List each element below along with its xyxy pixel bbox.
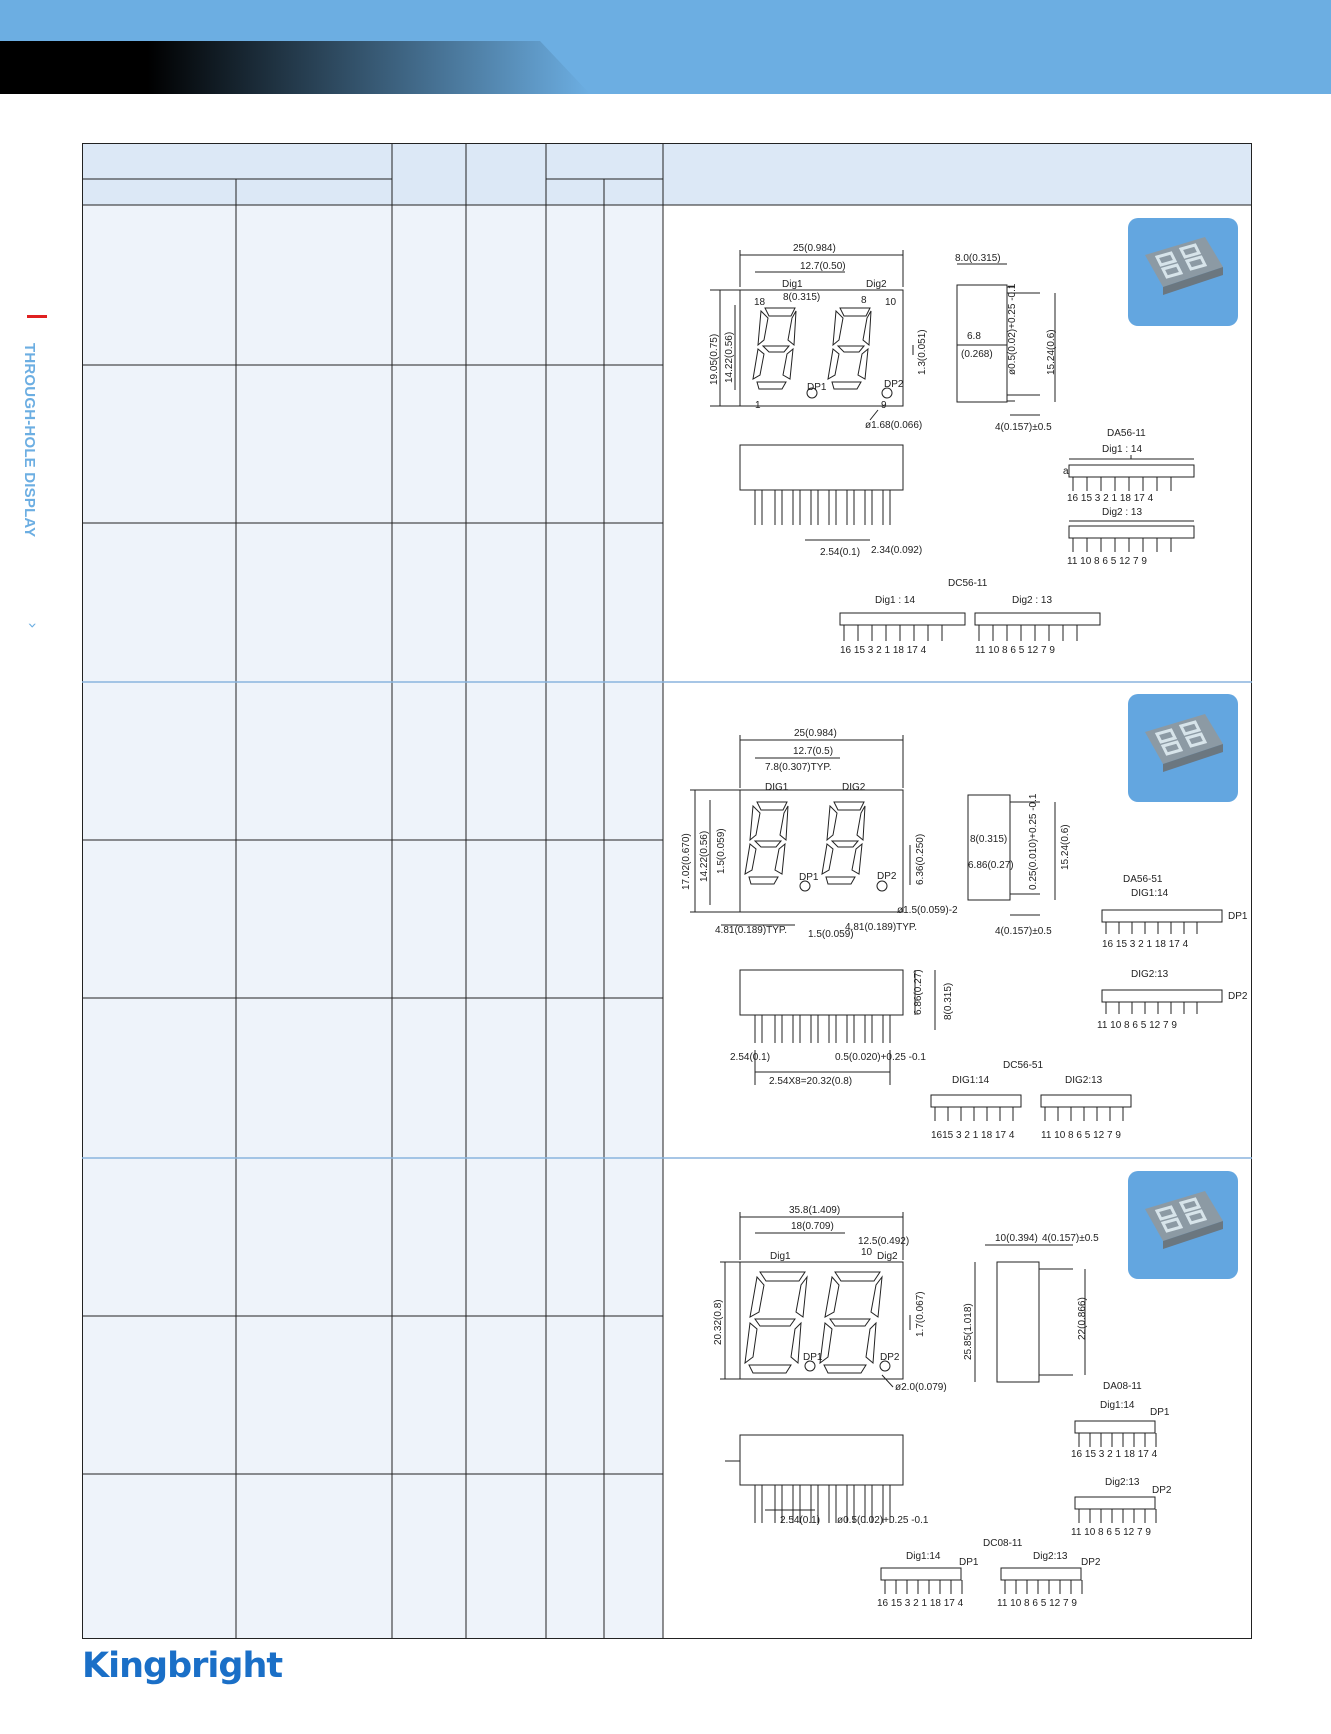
svg-text:Dig1:14: Dig1:14 [1100,1400,1135,1411]
svg-text:Dig2:13: Dig2:13 [1033,1551,1068,1562]
svg-text:16 15 3 2 1 18 17 4: 16 15 3 2 1 18 17 4 [1102,939,1189,950]
svg-text:11 10 8 6 5 12 7 9: 11 10 8 6 5 12 7 9 [1097,1020,1177,1031]
svg-text:4.81(0.189)TYP.: 4.81(0.189)TYP. [845,922,918,933]
pin9-label: 9 [881,400,887,411]
dim-height: 19.05(0.75) [709,333,720,385]
drawing-package-2 [665,690,1248,1155]
svg-text:35.8(1.409): 35.8(1.409) [789,1205,841,1216]
pin10-label: 10 [885,297,897,308]
svg-text:1.5(0.059): 1.5(0.059) [716,828,727,874]
svg-text:DP1: DP1 [799,872,819,883]
svg-text:8(0.315): 8(0.315) [943,982,954,1020]
svg-text:11 10 8 6 5 12 7 9: 11 10 8 6 5 12 7 9 [1071,1527,1151,1538]
svg-text:Dig1:14: Dig1:14 [906,1551,941,1562]
svg-text:10(0.394): 10(0.394) [995,1233,1038,1244]
svg-text:DP2: DP2 [880,1352,900,1363]
front-view-1 [710,250,1055,540]
svg-text:DC08-11: DC08-11 [983,1538,1023,1549]
svg-text:Dig1: Dig1 [770,1251,791,1262]
svg-text:7.8(0.307)TYP.: 7.8(0.307)TYP. [765,762,832,773]
dim-side-inner-in: (0.268) [961,349,993,360]
dim-pin-len: 4(0.157)±0.5 [995,422,1052,433]
svg-text:15.24(0.6): 15.24(0.6) [1060,824,1071,870]
svg-text:25(0.984): 25(0.984) [794,728,837,739]
pin18-label: 18 [754,297,766,308]
svg-text:DIG1:14: DIG1:14 [1131,888,1169,899]
svg-text:11 10 8 6 5 12 7 9: 11 10 8 6 5 12 7 9 [997,1598,1077,1609]
table-header [82,143,1252,205]
svg-text:Dig2: Dig2 [877,1251,898,1262]
svg-text:4(0.157)±0.5: 4(0.157)±0.5 [995,926,1052,937]
pin1-label: 1 [755,400,761,411]
svg-text:DP1: DP1 [803,1352,823,1363]
svg-text:DP2: DP2 [1081,1557,1101,1568]
svg-text:6.86(0.27): 6.86(0.27) [968,860,1014,871]
dim-dig1: Dig1 [782,279,803,290]
dim-height2: 15.24(0.6) [1046,329,1057,375]
svg-text:2.54(0.1): 2.54(0.1) [730,1052,771,1063]
svg-text:8(0.315): 8(0.315) [970,834,1008,845]
svg-text:Dig2:13: Dig2:13 [1105,1477,1140,1488]
dim-hole: ø1.68(0.066) [865,420,923,431]
dim-digit-h: 14.22(0.56) [724,331,735,383]
header-banner [0,0,1331,94]
circuit-pins1-1a: 16 15 3 2 1 18 17 4 [1067,493,1154,504]
front-view-2 [690,735,1055,1085]
svg-text:DP2: DP2 [877,871,897,882]
svg-text:ø2.0(0.079): ø2.0(0.079) [895,1382,947,1393]
svg-text:25.85(1.018): 25.85(1.018) [963,1303,974,1360]
side-title: THROUGH-HOLE DISPLAY [21,343,38,538]
svg-text:a: a [1063,466,1069,477]
dp2-label: DP2 [884,379,904,390]
circuit-dig1-1a: Dig1 : 14 [1102,444,1143,455]
dp1-label: DP1 [807,382,827,393]
svg-text:DIG1: DIG1 [765,782,789,793]
svg-text:2.54(0.1): 2.54(0.1) [780,1515,821,1526]
svg-text:DP2: DP2 [1152,1485,1172,1496]
svg-text:1.7(0.067): 1.7(0.067) [915,1291,926,1337]
svg-text:DP2: DP2 [1228,991,1248,1002]
drawing-package-1 [665,215,1245,670]
svg-text:6.86(0.27): 6.86(0.27) [913,969,924,1015]
circuit-name-2b: DC56-51 [1003,1060,1044,1071]
svg-text:11 10 8 6 5 12 7 9: 11 10 8 6 5 12 7 9 [1041,1130,1121,1141]
svg-text:2.54X8=20.32(0.8): 2.54X8=20.32(0.8) [769,1076,853,1087]
svg-text:DP1: DP1 [959,1557,979,1568]
svg-text:10: 10 [861,1247,873,1258]
dim-pin-w: 2.34(0.092) [871,545,923,556]
dim-dp-off: 1.3(0.051) [917,329,928,375]
svg-text:22(0.866): 22(0.866) [1077,1297,1088,1340]
svg-text:DP1: DP1 [1228,911,1248,922]
circuit-pins1-1b: 16 15 3 2 1 18 17 4 [840,645,927,656]
svg-text:1.5(0.059): 1.5(0.059) [808,929,854,940]
svg-text:DIG2:13: DIG2:13 [1065,1075,1103,1086]
circuit-name-2a: DA56-51 [1123,874,1163,885]
svg-text:4.81(0.189)TYP.: 4.81(0.189)TYP. [715,925,788,936]
dim-width: 25(0.984) [793,243,836,254]
svg-text:ø1.5(0.059)-2: ø1.5(0.059)-2 [897,905,958,916]
kingbright-logo: Kingbright [82,1646,283,1686]
dim-dig2: Dig2 [866,279,887,290]
svg-text:20.32(0.8): 20.32(0.8) [713,1299,724,1345]
circuit-name-1a: DA56-11 [1107,428,1146,439]
svg-text:DIG1:14: DIG1:14 [952,1075,990,1086]
svg-text:18(0.709): 18(0.709) [791,1221,834,1232]
svg-text:ø0.5(0.02)+0.25 -0.1: ø0.5(0.02)+0.25 -0.1 [837,1515,929,1526]
dim-side-depth: 8.0(0.315) [955,253,1001,264]
circuit-diagram-1a [1069,455,1194,491]
circuit-name-1b: DC56-11 [948,578,988,589]
svg-text:DA08-11: DA08-11 [1103,1381,1142,1392]
svg-text:12.5(0.492): 12.5(0.492) [858,1236,910,1247]
svg-text:DP1: DP1 [1150,1407,1170,1418]
svg-text:17.02(0.670): 17.02(0.670) [681,833,692,890]
dim-pitch: 12.7(0.50) [800,261,846,272]
svg-text:DIG2:13: DIG2:13 [1131,969,1169,980]
side-label [21,315,64,635]
side-accent-bar [27,315,47,318]
circuit-pins2-1a: 11 10 8 6 5 12 7 9 [1067,556,1147,567]
chevron-right-icon: › [23,622,43,629]
svg-text:14.22(0.56): 14.22(0.56) [699,830,710,882]
table-body-left [82,205,663,1639]
svg-text:DIG2: DIG2 [842,782,866,793]
dim-pitch-pin: 2.54(0.1) [820,547,861,558]
circuit-pins2-1b: 11 10 8 6 5 12 7 9 [975,645,1055,656]
circuit-dig2-1a: Dig2 : 13 [1102,507,1143,518]
svg-text:4(0.157)±0.5: 4(0.157)±0.5 [1042,1233,1099,1244]
dim-seg: 8(0.315) [783,292,821,303]
dim-side-inner: 6.8 [967,331,981,342]
svg-text:0.25(0.010)+0.25 -0.1: 0.25(0.010)+0.25 -0.1 [1028,793,1039,890]
svg-text:1615 3 2 1 18 17 4: 1615 3 2 1 18 17 4 [931,1130,1015,1141]
svg-text:6.36(0.250): 6.36(0.250) [915,833,926,885]
circuit-dig1-1b: Dig1 : 14 [875,595,916,606]
circuit-dig2-1b: Dig2 : 13 [1012,595,1053,606]
svg-text:12.7(0.5): 12.7(0.5) [793,746,834,757]
svg-text:0.5(0.020)+0.25 -0.1: 0.5(0.020)+0.25 -0.1 [835,1052,926,1063]
seg8-label: 8 [861,295,867,306]
svg-text:16 15 3 2 1 18 17 4: 16 15 3 2 1 18 17 4 [877,1598,964,1609]
dim-pin-d: ø0.5(0.02)+0.25 -0.1 [1007,283,1018,375]
svg-text:16 15 3 2 1 18 17 4: 16 15 3 2 1 18 17 4 [1071,1449,1158,1460]
drawing-package-3 [665,1165,1245,1630]
